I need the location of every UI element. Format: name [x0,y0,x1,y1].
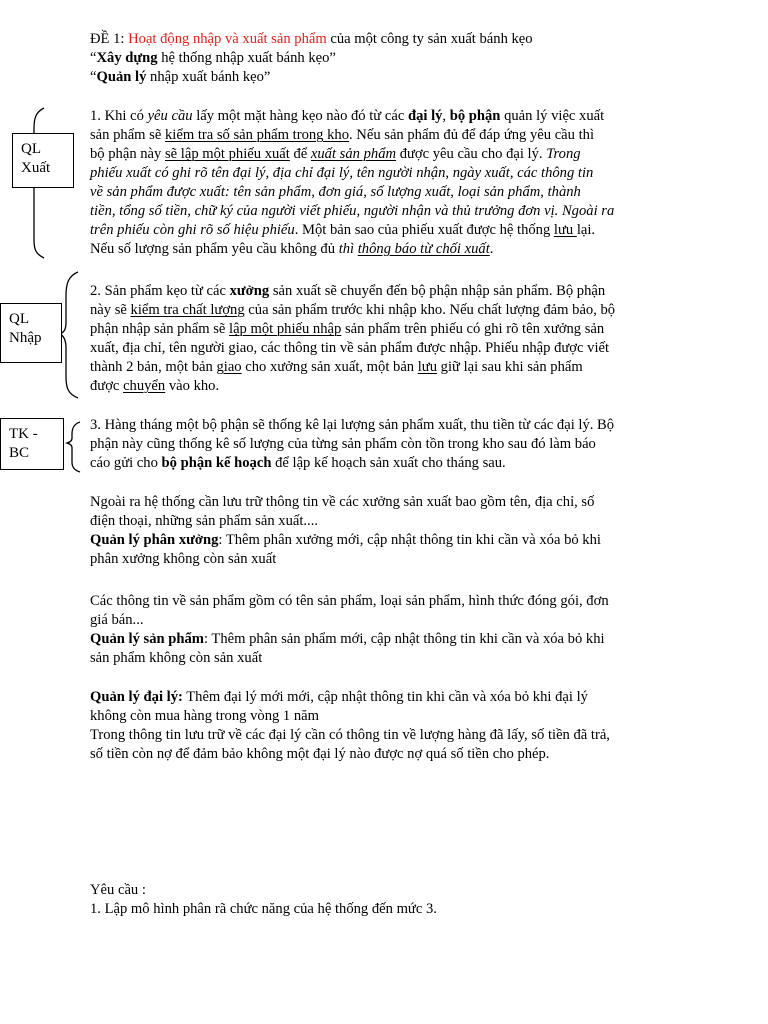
p6-line: Trong thông tin lưu trữ về các đại lý cần có thông tin về lượng hàng đã lấy, số tiền đã trả, [90,727,610,743]
paragraph-3 [90,416,678,473]
p2-line: 2. Sản phẩm kẹo từ các xưởng sản xuất sẽ chuyển đến bộ phận nhập sản phẩm. Bộ phận [90,283,606,299]
requirement-item-1: 1. Lập mô hình phân rã chức năng của hệ thống đến mức 3. [90,901,437,917]
paragraph-6 [90,688,678,764]
p2-line: này sẽ kiểm tra chất lượng của sản phẩm trước khi nhập kho. Nếu chất lượng đảm bảo, bộ [90,302,616,318]
requirements-title: Yêu cầu : [90,882,146,898]
p1-line: sản phẩm sẽ kiểm tra số sản phẩm trong kho. Nếu sản phẩm đủ để đáp ứng yêu cầu thì [90,127,594,143]
document-header [90,30,678,87]
p4-line: Quản lý phân xưởng: Thêm phân xưởng mới, cập nhật thông tin khi cần và xóa bỏ khi [90,532,601,548]
header-line-2: “Xây dựng hệ thống nhập xuất bánh kẹo” [90,50,336,66]
de-title: ĐỀ 1: Hoạt động nhập và xuất sản phẩm của một công ty sản xuất bánh kẹo [90,31,533,47]
ql-xuat-line2: Xuất [21,160,51,176]
p5-line: Quản lý sản phẩm: Thêm phân sản phẩm mới, cập nhật thông tin khi cần và xóa bỏ khi [90,631,605,647]
tk-bc-box [0,418,64,470]
p1-line: phiếu xuất có ghi rõ tên đại lý, địa chỉ đại lý, tên người nhận, ngày xuất, các thông tin [90,165,594,181]
p6-line: Quản lý đại lý: Thêm đại lý mới mới, cập nhật thông tin khi cần và xóa bỏ khi đại lý [90,689,588,705]
p5-line: sản phẩm không còn sản xuất [90,650,263,666]
requirements [90,881,678,919]
ql-nhap-line1: QL [9,311,29,327]
tk-bc-line1: TK - [9,426,38,442]
p1-line: tiền, tổng số tiền, chữ ký của người viết phiếu, người nhận và thủ trưởng đơn vị. Ngoài ra [90,203,615,219]
p6-line: không còn mua hàng trong vòng 1 năm [90,708,320,724]
header-line-3: “Quản lý nhập xuất bánh kẹo” [90,69,271,85]
p4-line: phân xưởng không còn sản xuất [90,551,277,567]
tk-bc-line2: BC [9,445,30,461]
p2-line: phận nhập sản phẩm sẽ lập một phiếu nhập sản phẩm trên phiếu có ghi rõ tên xưởng sản [90,321,605,337]
paragraph-4 [90,493,678,569]
p3-line: cáo gửi cho bộ phận kế hoạch để lập kế hoạch sản xuất cho tháng sau. [90,455,506,471]
p4-line: điện thoại, những sản phẩm sản xuất.... [90,513,318,529]
p3-line: 3. Hàng tháng một bộ phận sẽ thống kê lại lượng sản phẩm xuất, thu tiền từ các đại lý. Bộ [90,417,615,433]
p1-line: bộ phận này sẽ lập một phiếu xuất để xuất sản phẩm được yêu cầu cho đại lý. Trong [90,146,581,162]
brace-tk-bc [67,422,80,472]
brace-ql-nhap [60,272,78,398]
paragraph-1 [90,107,678,259]
p2-line: thành 2 bản, một bản giao cho xưởng sản xuất, một bản lưu giữ lại sau khi sản phẩm [90,359,583,375]
ql-nhap-box [0,303,62,363]
p3-line: phận này cũng thống kê số lượng của từng sản phẩm còn tồn trong kho sau đó làm báo [90,436,596,452]
p6-line: số tiền còn nợ để đảm bảo không một đại lý nào được nợ quá số tiền cho phép. [90,746,550,762]
ql-xuat-box [12,133,74,188]
p2-line: xuất, địa chỉ, tên người giao, các thông tin về sản phẩm được nhập. Phiếu nhập được viết [90,340,610,356]
p1-line: trên phiếu còn ghi rõ số hiệu phiếu. Một bản sao của phiếu xuất được hệ thống lưu lại. [90,222,596,238]
p1-line: 1. Khi có yêu cầu lấy một mặt hàng kẹo nào đó từ các đại lý, bộ phận quản lý việc xuất [90,108,605,124]
paragraph-5 [90,592,678,668]
p5-line: giá bán... [90,612,144,628]
p5-line: Các thông tin về sản phẩm gồm có tên sản phẩm, loại sản phẩm, hình thức đóng gói, đơn [90,593,609,609]
p4-line: Ngoài ra hệ thống cần lưu trữ thông tin về các xưởng sản xuất bao gồm tên, địa chỉ, số [90,494,595,510]
paragraph-2 [90,282,678,396]
p1-line: Nếu số lượng sản phẩm yêu cầu không đủ thì thông báo từ chối xuất. [90,241,494,257]
p1-line: về sản phẩm được xuất: tên sản phẩm, đơn giá, số lượng xuất, loại sản phẩm, thành [90,184,581,200]
ql-xuat-line1: QL [21,141,41,157]
p2-line: được chuyển vào kho. [90,378,220,394]
ql-nhap-line2: Nhập [9,330,42,346]
